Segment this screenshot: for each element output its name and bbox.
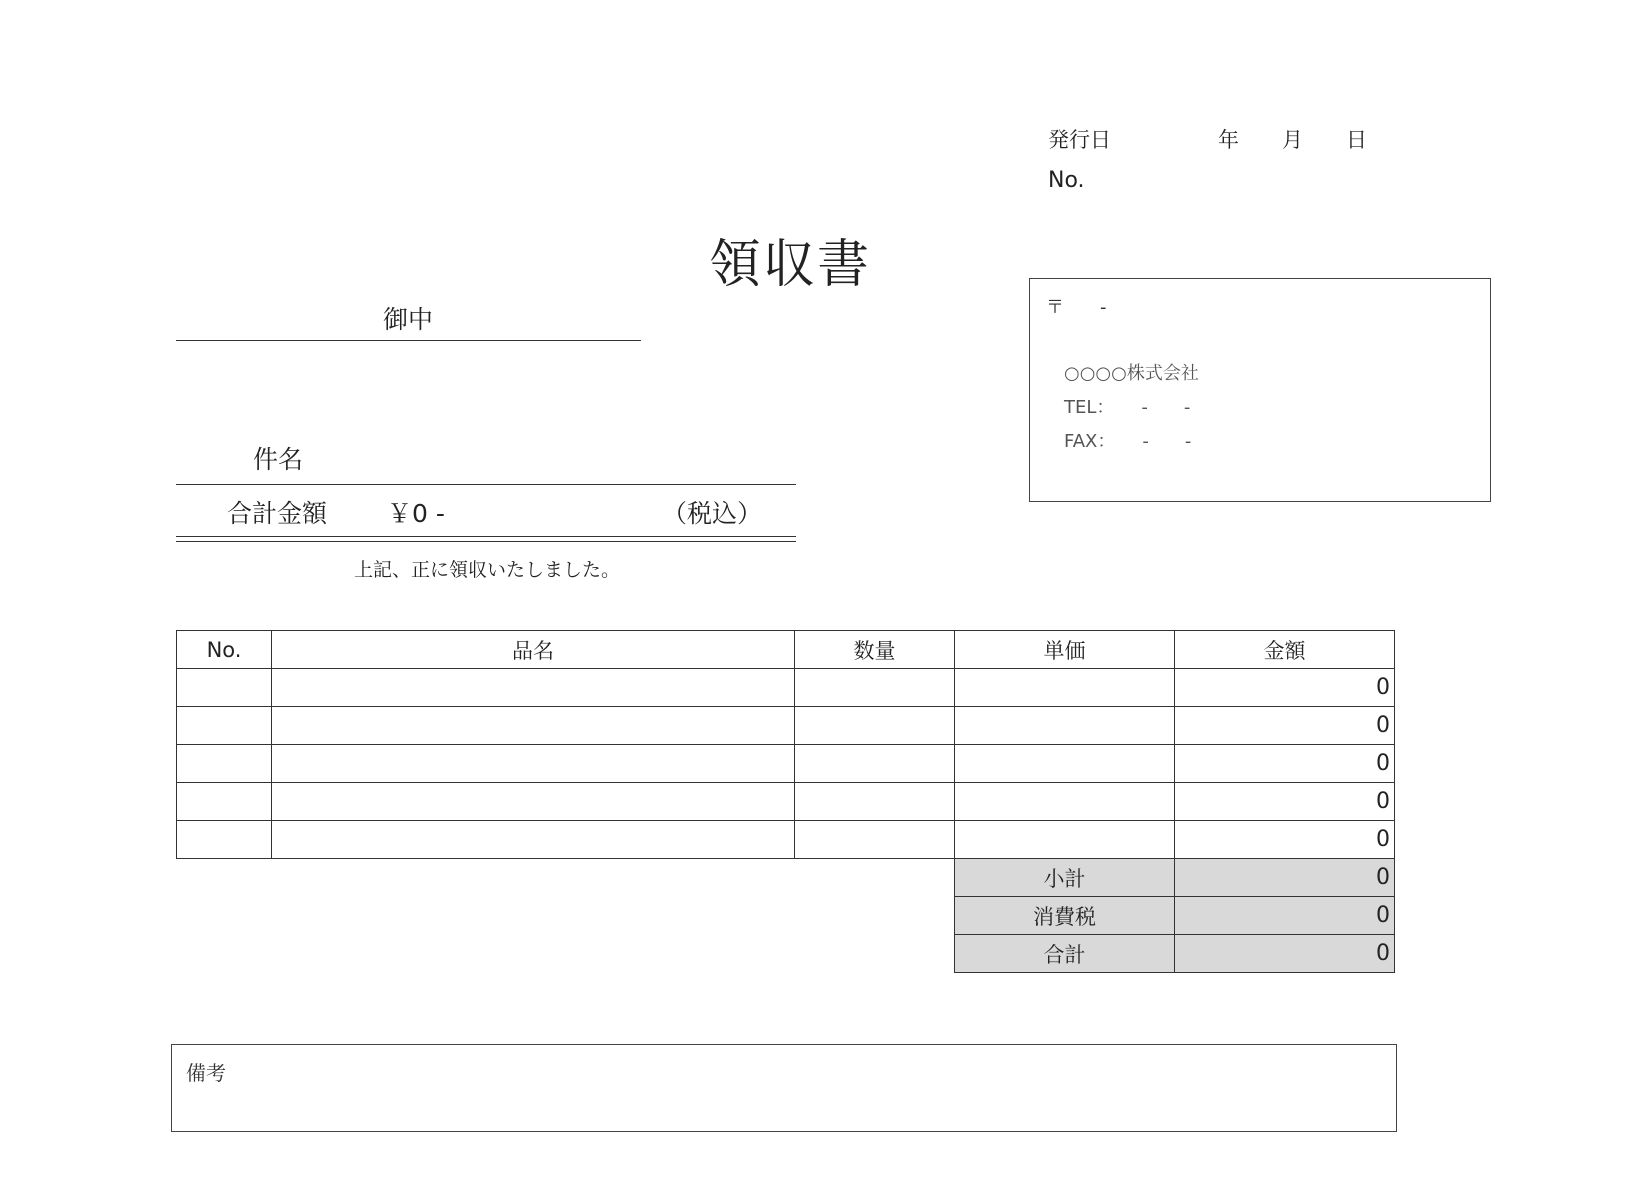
subtotal-label: 小計 [955, 859, 1175, 897]
issuer-postal-code: 〒 - [1046, 297, 1107, 318]
tax-row [177, 897, 1395, 935]
tax-label: 消費税 [955, 897, 1175, 935]
cell-item-name[interactable] [272, 707, 795, 745]
tax-included-note: （税込） [662, 499, 763, 528]
cell-unit-price[interactable] [955, 821, 1175, 859]
total-double-underline-bottom [176, 541, 796, 542]
cell-amount: 0 [1175, 783, 1395, 821]
table-row [177, 783, 1395, 821]
cell-amount: 0 [1175, 821, 1395, 859]
cell-quantity[interactable] [795, 745, 955, 783]
cell-quantity[interactable] [795, 821, 955, 859]
cell-item-name[interactable] [272, 745, 795, 783]
received-statement: 上記、正に領収いたしました。 [354, 559, 621, 581]
cell-item-name[interactable] [272, 821, 795, 859]
issue-month-label: 月 [1282, 128, 1303, 152]
grand-total-value: 0 [1175, 935, 1395, 973]
issue-day-label: 日 [1346, 128, 1367, 152]
grand-total-label: 合計 [955, 935, 1175, 973]
issuer-tel: TEL： - - [1064, 397, 1191, 418]
cell-amount: 0 [1175, 669, 1395, 707]
total-amount-label: 合計金額 [227, 499, 328, 528]
cell-quantity[interactable] [795, 783, 955, 821]
table-spacer [177, 897, 955, 935]
remarks-label: 備考 [186, 1061, 226, 1085]
issuer-info-box [1029, 278, 1491, 502]
cell-quantity[interactable] [795, 707, 955, 745]
table-header-row [177, 631, 1395, 669]
tax-value: 0 [1175, 897, 1395, 935]
cell-amount: 0 [1175, 707, 1395, 745]
receipt-number-label: No. [1048, 168, 1085, 193]
header-unit-price: 単価 [955, 631, 1175, 669]
cell-unit-price[interactable] [955, 707, 1175, 745]
cell-no[interactable] [177, 707, 272, 745]
table-spacer [177, 935, 955, 973]
cell-unit-price[interactable] [955, 745, 1175, 783]
total-amount-value: ￥0 - [387, 499, 445, 528]
recipient-suffix: 御中 [383, 305, 434, 334]
issue-date-label: 発行日 [1048, 128, 1111, 152]
table-spacer [177, 859, 955, 897]
table-row [177, 821, 1395, 859]
table-row [177, 669, 1395, 707]
total-double-underline-top [176, 536, 796, 537]
document-title: 領収書 [708, 235, 871, 295]
subtotal-row [177, 859, 1395, 897]
cell-no[interactable] [177, 783, 272, 821]
table-row [177, 745, 1395, 783]
header-amount: 金額 [1175, 631, 1395, 669]
grand-total-row [177, 935, 1395, 973]
items-table [176, 630, 1395, 973]
cell-no[interactable] [177, 821, 272, 859]
issuer-company-name: ○○○○株式会社 [1064, 363, 1199, 384]
subject-label: 件名 [253, 445, 304, 474]
header-item-name: 品名 [272, 631, 795, 669]
recipient-underline [176, 340, 641, 341]
cell-no[interactable] [177, 745, 272, 783]
cell-unit-price[interactable] [955, 669, 1175, 707]
cell-item-name[interactable] [272, 669, 795, 707]
cell-quantity[interactable] [795, 669, 955, 707]
issuer-fax: FAX： - - [1064, 431, 1192, 452]
table-row [177, 707, 1395, 745]
header-quantity: 数量 [795, 631, 955, 669]
cell-unit-price[interactable] [955, 783, 1175, 821]
cell-no[interactable] [177, 669, 272, 707]
cell-item-name[interactable] [272, 783, 795, 821]
issue-year-label: 年 [1218, 128, 1239, 152]
subtotal-value: 0 [1175, 859, 1395, 897]
subject-underline [176, 484, 796, 485]
remarks-box[interactable] [171, 1044, 1397, 1132]
cell-amount: 0 [1175, 745, 1395, 783]
header-no: No. [177, 631, 272, 669]
